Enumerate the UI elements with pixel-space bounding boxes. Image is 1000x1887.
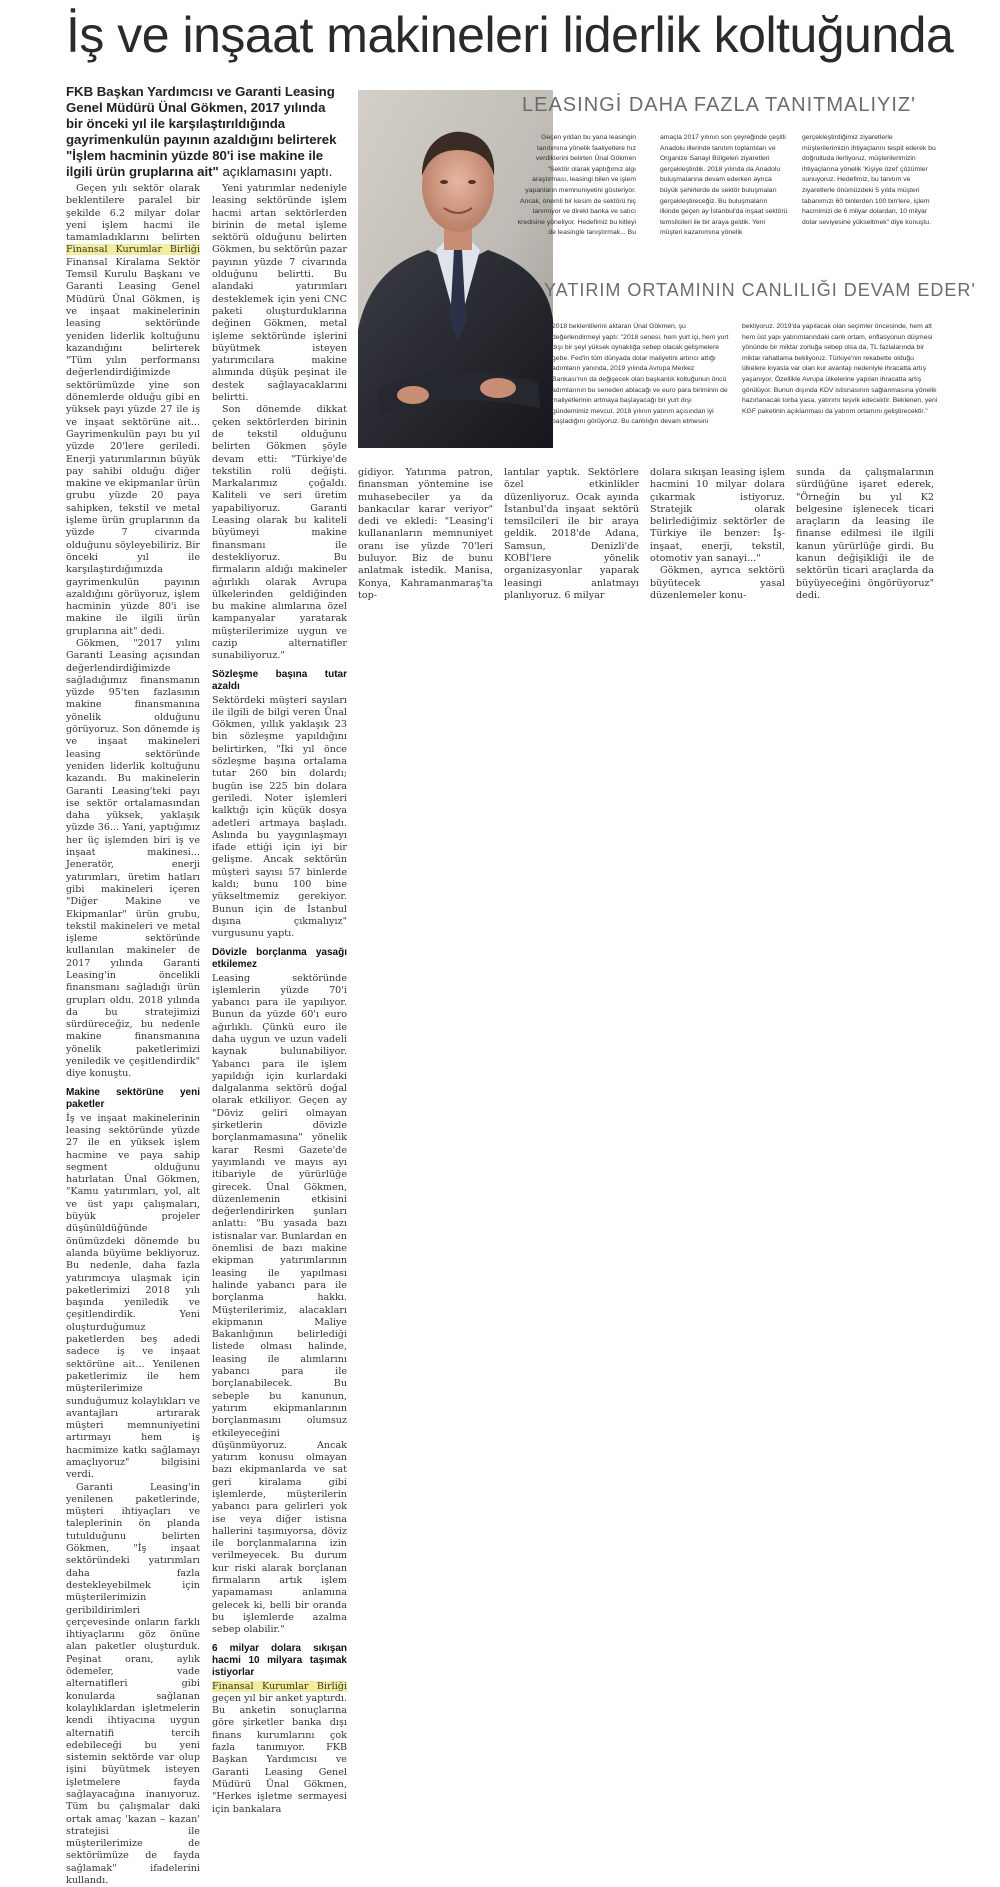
col2-paragraph-3: Sektördeki müşteri sayıları ile ilgili de bilgi veren Ünal Gökmen, yıllık yaklaşık 23 bin sözleşme yapıldığını belirtirken, "İki yıl önce sözleşme başına ortalama tutar 260 bin dolardı; bugün ise 225 bin dolara geriledi. Noter işlemleri kalktığı için küçük dosya adetleri artmaya başladı. Aslında bu yaygınlaşmayı ifade ettiği için iyi bir gelişme. Ancak sektörün müşteri sayısı 57 binlerde kaldı; bunu 100 bine yükseltmemiz gerekiyor. Bunun için de İstanbul dışına çıkmalıyız" vurgusunu yaptı.	[212, 694, 347, 940]
col2-text-5: geçen yıl bir anket yaptırdı. Bu anketin sonuçlarına göre şirketler banka dışı finans kurumlarını çok fazla tanımıyor. FKB Başkan Yardımcısı ve Garanti Leasing Genel Müdürü Ünal Gökmen, "Herkes işletme sermayesi için bankalara	[212, 1692, 347, 1815]
col2-paragraph-4: Leasing sektöründe işlemlerin yüzde 70'i yabancı para ile yapılıyor. Bunun da yüzde 60'ı euro ağırlıklı. Çünkü euro ile daha uygun ve uzun vadeli kaynak bulunabiliyor. Yabancı para ile işlem yapıldığı için kurlardaki dalgalanma sektörü doğal olarak etkiliyor. Geçen ay "Döviz geliri olmayan şirketlerin dövizle borçlanmamasına" yönelik karar Resmi Gazete'de yayımlandı ve mayıs ayı itibariyle de yürürlüğe girecek. Ünal Gökmen, düzenlemenin etkisini değerlendirirken şunları anlattı: "Bu yasada bazı istisnalar var. Bunlardan en önemlisi de bazı makine ekipman yatırımlarının leasing ile yapılması halinde yabancı para ile borçlanma hakkı. Müşterilerimiz, alacakları ekipmanın Maliye Bakanlığının belirlediği listede olması halinde, leasing ile alımlarını yabancı para ile borçlanabilecek. Bu sebeple bu kanunun, yatırım ekipmanlarının borçlanmasını olumsuz etkileyeceğini düşünmüyoruz. Ancak yatırım konusu olmayan bazı ekipmanlarda ve sat geri kiralama gibi işlemlerde, müşterilerin yabancı para gelirleri yok ise veya diğer istisna hallerini taşımıyorsa, döviz ile borçlanmalarına izin verilmeyecek. Bu durum kur riski alarak borçlanan firmaların artık işlem yapamaması anlamına gelecek ki, belli bir oranda bu işlemlerde azalma sebep olabilir."	[212, 972, 347, 1636]
box2-col-1	[552, 322, 730, 444]
lead-text: FKB Başkan Yardımcısı ve Garanti Leasing Genel Müdürü Ünal Gökmen, 2017 yılında bir önceki yıl ile karşılaştırıldığında gayrimenkulün payının azaldığını belirterek	[66, 84, 337, 147]
box1-col-3	[802, 133, 938, 263]
box2-col-2	[742, 322, 938, 444]
bottom-text-3: dolara sıkışan leasing işlem hacmini 10 milyar dolara çıkarmak istiyoruz. Stratejik olarak belirlediğimiz sektörler de Türkiye ile benzer: İş-inşaat, enerji, tekstil, otomotiv yan sanayi..."	[650, 467, 785, 565]
col1-text-b: Finansal Kiralama Sektör Temsil Kurulu Başkanı ve Garanti Leasing Genel Müdürü Ünal Gökmen, iş ve inşaat makinelerinin leasing sektöründe yeniden liderlik koltuğunu kazandığını belirterek "Tüm yılın performansı değerlendirdiğimizde sektörümüzde yine son dönemlerde olduğu gibi en yüksek payı yüzde 27 ile iş ve inşaat sektörüne ait... Gayrimenkulün payı bu yıl yüzde 20'lere geriledi. Enerji yatırımlarının büyük pay sahibi olduğu diğer makine ve ekipmanlar ürün grubu yüzde 20 paya sahipken, tekstil ve metal işleme ürün gruplarının da yüzde 7 civarında olduğunu söyleyebiliriz. Bir önceki yıl ile karşılaştırdığımızda gayrimenkulün payının azaldığını görüyoruz, işlem hacminin yüzde 80'i ise makine ile ilgili ürün gruplarına ait" dedi.	[66, 256, 200, 637]
highlight-fkb-2: Finansal Kurumlar Birliği	[212, 1680, 347, 1692]
col1-paragraph-4: Garanti Leasing'in yenilenen paketlerinde, müşteri ihtiyaçları ve taleplerinin ön planda tutulduğunu belirten Gökmen, "İş inşaat sektöründeki yatırımları daha fazla destekleyebilmek için müşterilerimizin geribildirimleri çerçevesinde onların farklı ihtiyaçlarını göz önüne alan paketler oluşturduk. Peşinat oranı, aylık ödemeler, vade alternatifleri gibi konularda sağlanan kolaylıklardan işletmelerin kendi ihtiyacına uygun alternatifi tercih edebileceği bu yeni sistemin sektörde var olup işini büyütmek isteyen işletmelere fayda sağlayacağına inanıyoruz. Tüm bu çalışmalar daki ortak amaç 'kazan – kazan' stratejisi ile müşterilerimize de sektörümüze de fayda sağlamak" ifadelerini kullandı.	[66, 1481, 200, 1887]
lead-paragraph	[66, 84, 341, 180]
col1-paragraph-2: Gökmen, "2017 yılını Garanti Leasing açısından değerlendirdiğimizde sağladığımız finansmanın yüzde 95'ten fazlasının makine finansmanına yönelik olduğunu görüyoruz. Son dönemde iş ve inşaat makineleri leasing sektöründe yeniden liderlik koltuğunu kazandı. Bu makinelerin Garanti Leasing'teki payı ise sektör ortalamasından daha yüksek, yaklaşık yüzde 36... Yani, yaptığımız her üç işlemden biri iş ve inşaat makinesi... Jeneratör, enerji yatırımları, üretim hatları gibi makineleri içeren "Diğer Makine ve Ekipmanlar" ürün grubu, tekstil makineleri ve metal işleme sektöründe kullanılan makineler de 2017 yılında Garanti Leasing'in öncelikli finansmanı sağladığı ürün grupları oldu. 2018 yılında da bu stratejimizi sürdüreceğiz, bu nedenle makine finansmanına yönelik paketlerimizi yeniledik ve çeşitlendirdik" diye konuştu.	[66, 637, 200, 1080]
box2-text-1: 2018 beklentilerini aktaran Ünal Gökmen, şu değerlendirmeyi yaptı: "2018 senesi, hem yurt içi, hem yurt dışı bir şeyi yüksek oynaklığa sebep olacak gelişmelere gebe. Fed'in tüm dünyada dolar maliyetini artırıcı attığı adımların yanında, 2019 yılında Avrupa Merkez Bankası'nın da değişecek olan başkanlık koltuğunun öncü adımlarının bu seneden ablacağı ve euro para biriminin de maliyetlerinin artmaya başlayacağı bir yurt dışı gündemimiz mevcut. 2018 yılının yatırım açısından iyi başladığını görüyoruz. Bu canlılığın devam etmesini	[552, 323, 729, 426]
col2-paragraph-1: Yeni yatırımlar nedeniyle leasing sektöründe işlem hacmi artan sektörlerden birinin de metal işleme sektörü olduğunu belirten Gökmen, bu sektörün pazar payının yüzde 7 civarında olduğunu belirtti. Bu alandaki yatırımları desteklemek için yeni CNC paketi oluşturduklarına değinen Gökmen, metal işleme sektöründe işlerini büyütmek isteyen yatırımcılara makine alımında düşük peşinat ile destek sağlayacaklarını belirtti.	[212, 183, 347, 404]
col1-paragraph-1	[66, 183, 200, 638]
box1-col-1	[516, 133, 636, 263]
subheading-doviz: Dövizle borçlanma yasağı etkilemez	[212, 946, 347, 970]
bottom-text-2: lantılar yaptık. Sektörlere özel etkinlikler düzenliyoruz. Ocak ayında İstanbul'da inşaat sektörü temsilcileri ile bir araya geldik. 2018'de Adana, Samsun, Denizli'de KOBİ'lere yönelik organizasyonlar yaparak leasingi anlatmayı planlıyoruz. 6 milyar	[504, 467, 639, 601]
box1-text-2: amaçla 2017 yılının son çeyreğinde çeşitli Anadolu illerinde tanıtım toplantıları ve Organize Sanayi Bölgeleri ziyaretleri gerçekleştirdik. 2018 yılında da Anadolu buluşmalarına devam ederken ayrıca büyük şehirlerde de sektör buluşmaları gerçekleştireceğiz. Bu buluşmaların ilkinde geçen ay İstanbul'da inşaat sektörü temsilcileri ile bir araya geldik. Yeni müşteri kazanımına yönelik	[660, 134, 788, 237]
box2-text-2: bekliyoruz. 2019'da yapılacak olan seçimler öncesinde, hem alt hem üst yapı yatırımlarındaki canlı ortam, enflasyonun düşmesi yönünde bir miktar zorluğa sebep olsa da, TL fazlalarında bir miktar rahatlama bekliyoruz. Türkiye'nin rekabette olduğu ülkelere kıyasla var olan kur avantajı nedeniyle ihracatta artış yaşanıyor. Özellikle Avrupa ülkelerine yapılan ihracatta artış görülüyor. Bunun dışında KDV istisnasının sağlanmasına yönelik hazırlanacak torba yasa, yatırımı teşvik edecektir. Beklenen, yeni KGF paketinin açıklanması da yatırım ortamını geliştirecektir."	[742, 323, 938, 415]
bottom-column-1	[358, 467, 493, 601]
box2-title: YATIRIM ORTAMININ CANLILIĞI DEVAM EDER'	[544, 280, 976, 300]
bottom-text-3b: Gökmen, ayrıca sektörü büyütecek yasal düzenlemeler konu-	[650, 565, 785, 601]
col2-paragraph-5	[212, 1681, 347, 1816]
column-2	[212, 183, 347, 1815]
bottom-column-4	[796, 467, 934, 601]
highlight-fkb: Finansal Kurumlar Birliği	[66, 244, 200, 256]
box1-text-3: gerçekleştirdiğimiz ziyaretlerle müşterilerimizin ihtiyaçlarını tespit ederek bu doğrultuda ilerliyoruz, müşterilerimizin ihtiyaçlarına yönelik 'Kişiye özel' çözümler sunuyoruz. Hedefimiz, bu tanıtım ve ziyaretlerle önümüzdeki 5 yılda müşteri tabanımızı 60 binlerden 100 bin'lere, işlem hacmimizi de 6 milyar dolardan, 10 milyar dolar seviyesine yükseltmek" diye konuştu.	[802, 134, 936, 226]
headline: İş ve inşaat makineleri liderlik koltuğunda	[66, 7, 954, 63]
subheading-sozlesme: Sözleşme başına tutar azaldı	[212, 668, 347, 692]
box1-col-2	[660, 133, 788, 263]
lead-quote: "İşlem hacminin yüzde 80'i ise makine ile ilgili ürün gruplarına ait"	[66, 148, 324, 179]
box1-text-1: Geçen yıldan bu yana leasingin tanıtımına yönelik faaliyetlere hız verdiklerini belirten Ünal Gökmen "Sektör olarak yaptığımız algı araştırması, leasingi bilen ve işlem yapanların memnuniyetini gösteriyor. Ancak, önemli bir kesim de sektörü hiç tanımıyor ve direkt banka ve satıcı kredisine yöneliyor. Hedefimiz bu kitleyi de leasingle tanıştırmak... Bu	[517, 134, 636, 237]
column-1	[66, 183, 200, 1887]
subheading-6-milyar: 6 milyar dolara sıkışan hacmi 10 milyara taşımak istiyorlar	[212, 1642, 347, 1678]
bottom-column-2	[504, 467, 639, 601]
col2-paragraph-2: Son dönemde dikkat çeken sektörlerden birinin de tekstil olduğunu belirten Gökmen şöyle devam etti: "Türkiye'de tekstilin rolü değişti. Markalarımız çoğaldı. Kaliteli ve seri üretim yapabiliyoruz. Garanti Leasing olarak bu kaliteli büyümeyi makine finansmanı ile destekliyoruz. Bu firmaların aldığı makineler ağırlıklı olarak Avrupa ülkelerinden geldiğinden bu makine alımlarına özel kampanyalar yaratarak müşterilerimize uygun ve cazip alternatifler sunabiliyoruz."	[212, 404, 347, 662]
col1-paragraph-3: İş ve inşaat makinelerinin leasing sektöründe yüzde 27 ile en yüksek işlem hacmine ve paya sahip segment olduğunu hatırlatan Ünal Gökmen, "Kamu yatırımları, yol, alt ve üst yapı çalışmaları, büyük projeler düşünüldüğünde önümüzdeki dönemde bu alanda büyüme bekliyoruz. Bu nedenle, daha fazla yatırımcıya ulaşmak için paketlerimizi 2018 yılı başında yeniledik ve çeşitlendirdik. Yeni oluşturduğumuz paketlerden beş adedi sadece iş ve inşaat sektörüne ait... Yenilenen paketlerimiz ile hem müşterilerimize sunduğumuz kolaylıkları ve avantajları artırarak müşteri memnuniyetini artırmayı hem iş hacmimize katkı sağlamayı amaçlıyoruz" bilgisini verdi.	[66, 1112, 200, 1481]
bottom-column-3	[650, 467, 785, 601]
bottom-text-4: sunda da çalışmalarının sürdüğüne işaret ederek, "Örneğin bu yıl K2 belgesine işlenecek ticari araçların da leasing ile finanse edilmesi ile ilgili kanun yürürlüğe girdi. Bu kanun değişikliği ile de sektörün ticari araçlarda da büyüyeceğini öngörüyoruz" dedi.	[796, 467, 934, 601]
box1-title: LEASINGİ DAHA FAZLA TANITMALIYIZ'	[522, 94, 916, 116]
subheading-makine: Makine sektörüne yeni paketler	[66, 1086, 200, 1110]
bottom-text-1: gidiyor. Yatırıma patron, finansman yöntemine ise muhasebeciler ya da bankacılar karar veriyor" dedi ve ekledi: "Leasing'i kullananların memnuniyet oranı ise yüzde 70'leri buluyor. Biz de bunu anlatmak istedik. Manisa, Konya, Kahramanmaraş'ta top-	[358, 467, 493, 601]
col1-text-a: Geçen yılı sektör olarak beklentilere paralel bir şekilde 6.2 milyar dolar yeni işlem hacmi ile tamamladıklarını belirten	[66, 183, 200, 244]
lead-end: açıklamasını yaptı.	[218, 164, 333, 179]
